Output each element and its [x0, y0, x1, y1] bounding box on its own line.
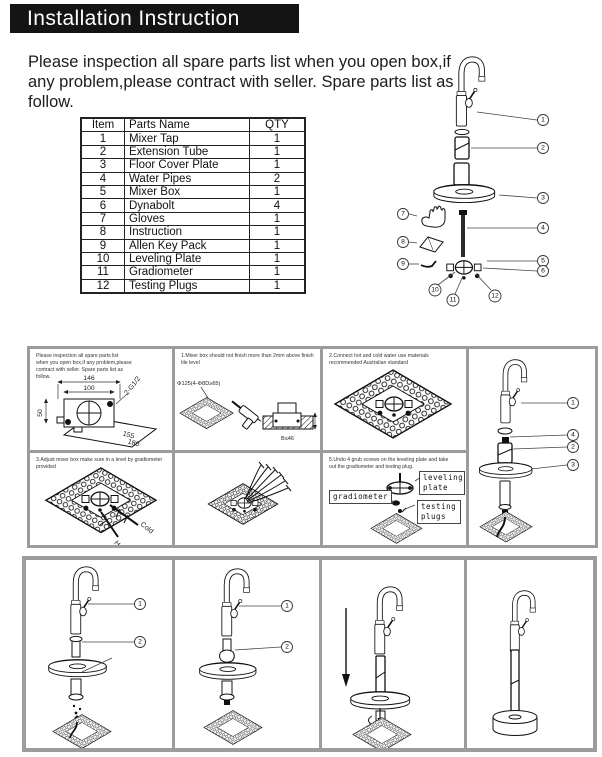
- callout-3: [568, 460, 579, 471]
- cell-item: 4: [81, 172, 125, 185]
- dim-155: 155: [121, 430, 135, 441]
- svg-text:7: 7: [401, 210, 405, 218]
- cell-item: 8: [81, 226, 125, 239]
- cell-item: 3: [81, 159, 125, 172]
- cell-name: Extension Tube: [125, 145, 250, 158]
- cell-qty: 1: [250, 159, 306, 172]
- callout-3: [538, 193, 549, 204]
- callout-1: [282, 601, 293, 612]
- callout-7: [398, 209, 409, 220]
- cell-name: Allen Key Pack: [125, 239, 250, 252]
- panel-step5-remove-plate: [323, 453, 466, 545]
- panel-step2-connect-water: [323, 349, 466, 450]
- finished-faucet-drawing: [467, 560, 593, 748]
- callout-11: [447, 294, 459, 306]
- cell-name: Mixer Box: [125, 185, 250, 198]
- cell-qty: 1: [250, 279, 306, 293]
- instruction-grid-bottom: [22, 556, 597, 752]
- callout-4: [568, 430, 579, 441]
- water-pipes-fan-drawing: [175, 453, 320, 542]
- callout-2: [568, 442, 579, 453]
- table-row: [81, 252, 305, 265]
- instruction-paper-drawing: [420, 237, 443, 252]
- callout-2: [135, 637, 146, 648]
- callout-4: [538, 223, 549, 234]
- table-row: [81, 226, 305, 239]
- pipes-fan: [245, 462, 291, 503]
- svg-text:5: 5: [541, 257, 545, 265]
- dim-146: 146: [83, 375, 95, 382]
- table-row: [81, 145, 305, 158]
- page-title: Installation Instruction: [10, 4, 299, 33]
- svg-text:2: 2: [285, 643, 289, 651]
- faucet-exploded-drawing: [469, 351, 595, 545]
- table-row: [81, 172, 305, 185]
- cell-name: Gloves: [125, 212, 250, 225]
- mixer-box-in-tile-drawing: [323, 365, 466, 449]
- panel-note: 2.Connect hot and cold water use materials recommended Australian standard: [329, 353, 429, 367]
- svg-text:1: 1: [285, 602, 289, 610]
- panel-note: Please inspection all spare parts list when you open box,if any problem,please contract with seller. Spare parts list as follow.: [36, 353, 132, 381]
- callout-5: [538, 256, 549, 267]
- exploded-parts-diagram: [383, 42, 600, 324]
- col-header-qty: QTY: [250, 118, 306, 132]
- table-header-row: [81, 118, 305, 132]
- mixer-box-dimension-drawing: [30, 373, 172, 449]
- cell-qty: 1: [250, 226, 306, 239]
- cell-qty: 1: [250, 145, 306, 158]
- cell-item: 12: [81, 279, 125, 293]
- hole-dimension-label: Φ125(4-Φ8D≥65): [177, 381, 221, 387]
- table-row: [81, 279, 305, 293]
- svg-text:1: 1: [571, 399, 575, 407]
- svg-text:1: 1: [138, 600, 142, 608]
- dim-100: 100: [83, 385, 95, 392]
- svg-text:2: 2: [138, 638, 142, 646]
- svg-text:4: 4: [571, 431, 575, 439]
- cell-name: Leveling Plate: [125, 252, 250, 265]
- exploded-parts-drawing: [383, 42, 600, 324]
- allen-key-drawing: [421, 261, 436, 267]
- svg-text:2: 2: [541, 144, 545, 152]
- table-row: [81, 266, 305, 279]
- cell-item: 10: [81, 252, 125, 265]
- cell-item: 7: [81, 212, 125, 225]
- testing-plugs-label: testing plugs: [417, 500, 461, 524]
- callout-9: [398, 259, 409, 270]
- intro-text: Please inspection all spare parts list when you open box,if any problem,please contract with seller. Spare parts list as follow.: [28, 53, 454, 111]
- cell-qty: 4: [250, 199, 306, 212]
- table-row: [81, 132, 305, 145]
- panel-assembly-step-a: [26, 560, 172, 748]
- cell-qty: 1: [250, 239, 306, 252]
- level-mixer-box-drawing: [30, 463, 172, 553]
- faucet-drawing: [434, 59, 495, 279]
- panel-note: 3.Adjust mixer box make sure in a level by gradiometer provided: [36, 457, 163, 471]
- cell-qty: 1: [250, 266, 306, 279]
- cell-item: 2: [81, 145, 125, 158]
- cell-qty: 1: [250, 212, 306, 225]
- cell-item: 5: [81, 185, 125, 198]
- cell-qty: 1: [250, 185, 306, 198]
- callout-2: [282, 642, 293, 653]
- svg-text:9: 9: [401, 260, 405, 268]
- svg-text:2: 2: [571, 443, 575, 451]
- panel-assembly-step-c: [322, 560, 464, 748]
- svg-text:11: 11: [449, 296, 457, 304]
- instruction-grid-top: [27, 346, 598, 553]
- svg-text:8: 8: [401, 238, 405, 246]
- svg-text:4: 4: [541, 224, 545, 232]
- dim-thread: 2-G1/2: [123, 375, 143, 397]
- depth-label: B≤46: [281, 436, 295, 442]
- callout-6: [538, 266, 549, 277]
- spare-parts-table: [80, 117, 306, 294]
- gradiometer-label: gradiometer: [329, 490, 392, 504]
- cell-item: 6: [81, 199, 125, 212]
- cell-name: Floor Cover Plate: [125, 159, 250, 172]
- callout-2: [538, 143, 549, 154]
- callout-8: [398, 237, 409, 248]
- drilling-drawing: [175, 371, 320, 449]
- panel-finished-faucet: [467, 560, 593, 748]
- svg-text:6: 6: [541, 267, 545, 275]
- callout-10: [429, 284, 441, 296]
- callout-1: [568, 398, 579, 409]
- table-row: [81, 185, 305, 198]
- panel-faucet-exploded: [469, 349, 595, 545]
- panel-spare-parts-note: [30, 349, 172, 450]
- cold-label: Cold: [138, 521, 155, 536]
- cell-name: Mixer Tap: [125, 132, 250, 145]
- callout-12: [489, 290, 501, 302]
- hot-label: Hot: [112, 539, 126, 553]
- assembly-drawing-c: [322, 560, 464, 748]
- cell-qty: 1: [250, 132, 306, 145]
- callout-1: [135, 599, 146, 610]
- cell-name: Testing Plugs: [125, 279, 250, 293]
- assembly-drawing-a: [26, 560, 172, 748]
- leveling-plate-label: leveling plate: [419, 471, 465, 495]
- svg-text:3: 3: [571, 461, 575, 469]
- panel-step4-water-pipes: [175, 453, 320, 545]
- table-row: [81, 212, 305, 225]
- cell-name: Instruction: [125, 226, 250, 239]
- assembly-drawing-b: [175, 560, 319, 748]
- table-row: [81, 159, 305, 172]
- col-header-parts-name: Parts Name: [125, 118, 250, 132]
- cell-qty: 2: [250, 172, 306, 185]
- panel-note: 1.Mixer box should not finish more than 2mm above finish tile level: [181, 353, 314, 367]
- table-row: [81, 199, 305, 212]
- panel-step3-level-mixer-box: [30, 453, 172, 553]
- col-header-item: Item: [81, 118, 125, 132]
- svg-text:1: 1: [541, 116, 545, 124]
- panel-note: 5.Undo 4 grub screws on the leveling plate and take out the gradiometer and testing plug.: [329, 457, 449, 471]
- gloves-drawing: [422, 206, 445, 227]
- dim-180: 180: [126, 438, 140, 449]
- cell-item: 1: [81, 132, 125, 145]
- panel-assembly-step-b: [175, 560, 319, 748]
- cell-item: 11: [81, 266, 125, 279]
- svg-text:3: 3: [541, 194, 545, 202]
- cell-name: Water Pipes: [125, 172, 250, 185]
- cell-qty: 1: [250, 252, 306, 265]
- cell-name: Dynabolt: [125, 199, 250, 212]
- cross-section-drawing: [263, 403, 315, 429]
- svg-text:10: 10: [431, 286, 439, 294]
- callout-1: [538, 115, 549, 126]
- dim-50: 50: [37, 409, 44, 417]
- table-row: [81, 239, 305, 252]
- panel-step1-drill: [175, 349, 320, 450]
- cell-name: Gradiometer: [125, 266, 250, 279]
- svg-text:12: 12: [491, 292, 499, 300]
- cell-item: 9: [81, 239, 125, 252]
